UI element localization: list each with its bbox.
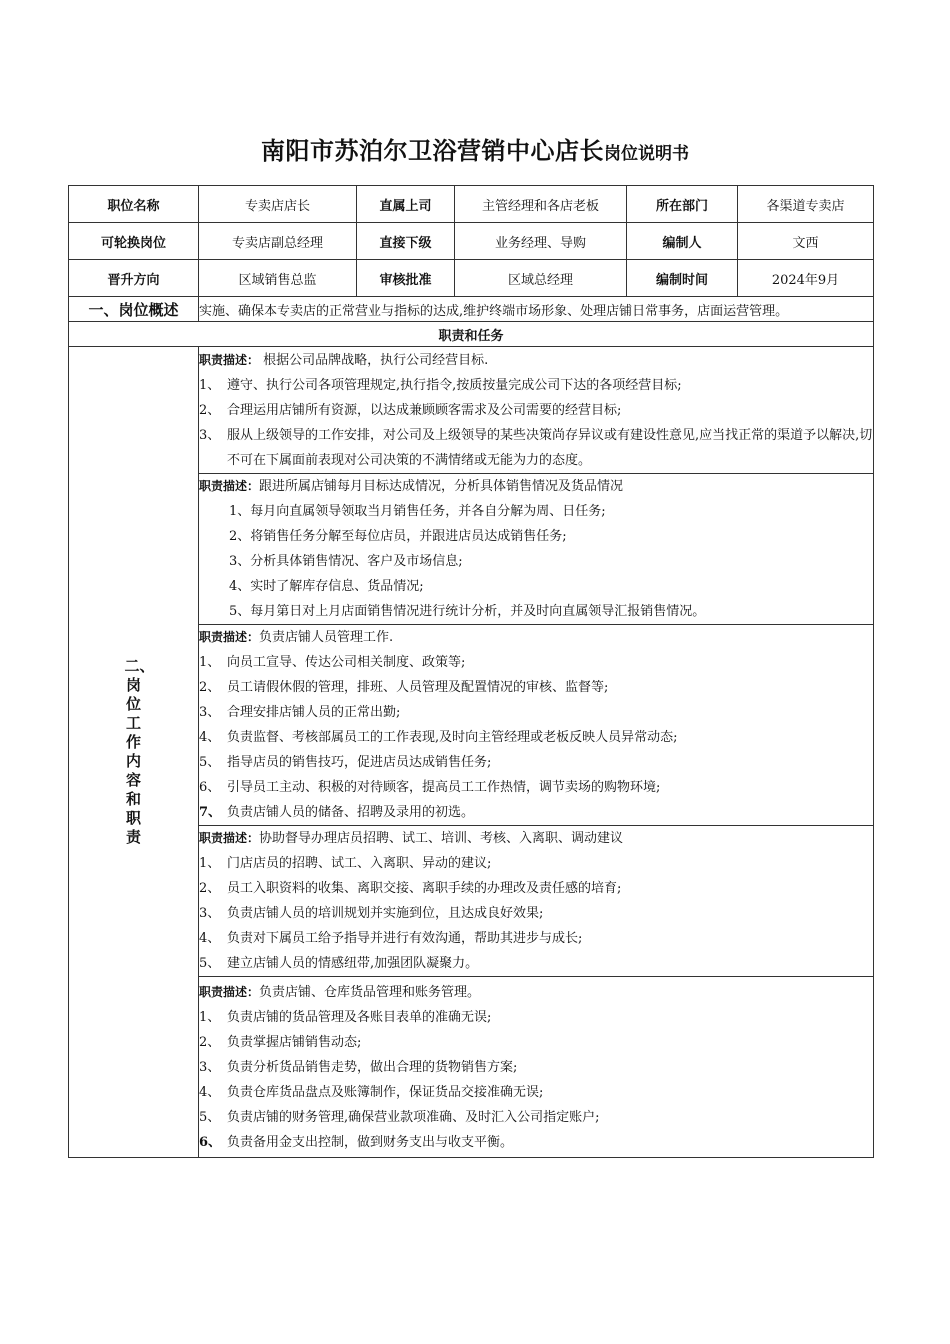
- item-num: 4、: [199, 931, 221, 946]
- item-text: 负责仓库货品盘点及账簿制作，保证货品交接准确无误;: [227, 1084, 544, 1100]
- label-rotation-position: 可轮换岗位: [69, 223, 199, 260]
- item-num: 3、: [199, 427, 221, 443]
- value-department: 各渠道专卖店: [738, 186, 874, 223]
- item-text: 负责监督、考核部属员工的工作表现,及时向主管经理或老板反映人员异常动态;: [227, 730, 678, 745]
- duties-header-row: [69, 322, 874, 347]
- label-promotion-path: 晋升方向: [69, 260, 199, 297]
- item-text: 负责店铺的财务管理,确保营业款项准确、及时汇入公司指定账户;: [227, 1109, 600, 1125]
- title-sub: 岗位说明书: [604, 144, 689, 164]
- item-text: 1、每月向直属领导领取当月销售任务，并各自分解为周、日任务;: [229, 504, 606, 519]
- item-text: 负责店铺的货品管理及各账目表单的准确无误;: [227, 1009, 492, 1025]
- item-text: 员工请假休假的管理，排班、人员管理及配置情况的审核、监督等;: [227, 680, 609, 695]
- duty-block-4: [199, 826, 874, 977]
- title-main: 南阳市苏泊尔卫浴营销中心店长: [261, 137, 604, 165]
- item-text: 合理运用店铺所有资源，以达成兼顾顾客需求及公司需要的经营目标;: [227, 402, 622, 418]
- value-date: 2024年9月: [738, 260, 874, 297]
- duty-desc: 负责店铺人员管理工作.: [259, 630, 394, 645]
- item-num: 3、: [199, 705, 221, 720]
- item-text: 负责分析货品销售走势，做出合理的货物销售方案;: [227, 1059, 518, 1075]
- item-text: 服从上级领导的工作安排，对公司及上级领导的某些决策尚存异议或有建设性意见,应当找正常的渠道予以解决,切不可在下属面前表现对公司决策的不满情绪或无能为力的态度。: [227, 427, 873, 468]
- item-num: 2、: [199, 1034, 221, 1050]
- item-num: 1、: [199, 377, 221, 393]
- item-text: 合理安排店铺人员的正常出勤;: [227, 705, 401, 720]
- item-num: 1、: [199, 1009, 221, 1025]
- item-text: 5、每月第日对上月店面销售情况进行统计分析，并及时向直属领导汇报销售情况。: [229, 604, 706, 619]
- duty-desc: 负责店铺、仓库货品管理和账务管理。: [259, 984, 481, 1000]
- item-num: 7、: [199, 805, 222, 820]
- info-row-3: [69, 260, 874, 297]
- item-num: 2、: [199, 680, 221, 695]
- item-num: 3、: [199, 1059, 221, 1075]
- item-num: 2、: [199, 402, 221, 418]
- duty-block-2: [199, 474, 874, 625]
- item-num: 1、: [199, 655, 221, 670]
- item-text: 负责店铺人员的储备、招聘及录用的初选。: [227, 805, 475, 820]
- value-position-name: 专卖店店长: [199, 186, 357, 223]
- value-author: 文西: [738, 223, 874, 260]
- document-title: [0, 131, 950, 166]
- side-label-cell: [69, 347, 199, 1158]
- item-text: 负责对下属员工给予指导并进行有效沟通，帮助其进步与成长;: [227, 931, 583, 946]
- label-direct-subordinate: 直接下级: [357, 223, 455, 260]
- duty-head: 职责描述：: [199, 984, 260, 999]
- duty-desc: 根据公司品牌战略，执行公司经营目标.: [263, 352, 489, 368]
- item-text: 3、分析具体销售情况、客户及市场信息;: [229, 554, 463, 569]
- duty-head: 职责描述：: [199, 479, 260, 493]
- label-direct-supervisor: 直属上司: [357, 186, 455, 223]
- item-text: 指导店员的销售技巧，促进店员达成销售任务;: [227, 755, 492, 770]
- duty-head: 职责描述：: [199, 831, 260, 845]
- item-text: 负责掌握店铺销售动态;: [227, 1034, 362, 1050]
- label-author: 编制人: [627, 223, 738, 260]
- value-promotion-path: 区域销售总监: [199, 260, 357, 297]
- item-num: 2、: [199, 881, 221, 896]
- info-row-1: [69, 186, 874, 223]
- item-num: 5、: [199, 755, 221, 770]
- duty-block-3: [199, 625, 874, 826]
- value-direct-supervisor: 主管经理和各店老板: [455, 186, 627, 223]
- item-num: 4、: [199, 1084, 221, 1100]
- item-text: 建立店铺人员的情感纽带,加强团队凝聚力。: [227, 956, 479, 971]
- duty-block-row: [69, 347, 874, 474]
- item-num: 6、: [199, 1134, 222, 1150]
- value-direct-subordinate: 业务经理、导购: [455, 223, 627, 260]
- item-text: 引导员工主动、积极的对待顾客，提高员工工作热情，调节卖场的购物环境;: [227, 780, 661, 795]
- item-text: 员工入职资料的收集、离职交接、离职手续的办理改及责任感的培育;: [227, 881, 622, 896]
- item-num: 5、: [199, 956, 221, 971]
- label-date: 编制时间: [627, 260, 738, 297]
- item-text: 2、将销售任务分解至每位店员，并跟进店员达成销售任务;: [229, 529, 567, 544]
- item-text: 4、实时了解库存信息、货品情况;: [229, 579, 424, 594]
- value-rotation-position: 专卖店副总经理: [199, 223, 357, 260]
- duty-head: 职责描述：: [199, 352, 260, 367]
- item-num: 5、: [199, 1109, 221, 1125]
- duty-block-5: [199, 977, 874, 1158]
- item-num: 3、: [199, 906, 221, 921]
- item-text: 门店店员的招聘、试工、入离职、异动的建议;: [227, 856, 492, 871]
- item-text: 负责店铺人员的培训规划并实施到位，且达成良好效果;: [227, 906, 544, 921]
- item-text: 遵守、执行公司各项管理规定,执行指令,按质按量完成公司下达的各项经营目标;: [227, 377, 682, 393]
- duty-head: 职责描述：: [199, 630, 260, 644]
- job-description-table: [68, 185, 874, 1158]
- label-position-name: 职位名称: [69, 186, 199, 223]
- overview-text: 实施、确保本专卖店的正常营业与指标的达成,维护终端市场形象、处理店铺日常事务，店面运营管理。: [199, 297, 874, 322]
- duty-block-1: [199, 347, 874, 474]
- duty-desc: 跟进所属店铺每月目标达成情况，分析具体销售情况及货品情况: [259, 479, 624, 494]
- duties-header: 职责和任务: [69, 322, 874, 347]
- item-num: 1、: [199, 856, 221, 871]
- overview-label: 一、岗位概述: [69, 297, 199, 322]
- item-num: 6、: [199, 780, 221, 795]
- info-row-2: [69, 223, 874, 260]
- item-text: 向员工宣导、传达公司相关制度、政策等;: [227, 655, 466, 670]
- item-text: 负责备用金支出控制，做到财务支出与收支平衡。: [227, 1134, 514, 1150]
- label-approval: 审核批准: [357, 260, 455, 297]
- value-approval: 区域总经理: [455, 260, 627, 297]
- duty-desc: 协助督导办理店员招聘、试工、培训、考核、入离职、调动建议: [259, 831, 624, 846]
- item-num: 4、: [199, 730, 221, 745]
- overview-row: [69, 297, 874, 322]
- label-department: 所在部门: [627, 186, 738, 223]
- side-label: 二、岗位工作内容和职责: [124, 657, 155, 846]
